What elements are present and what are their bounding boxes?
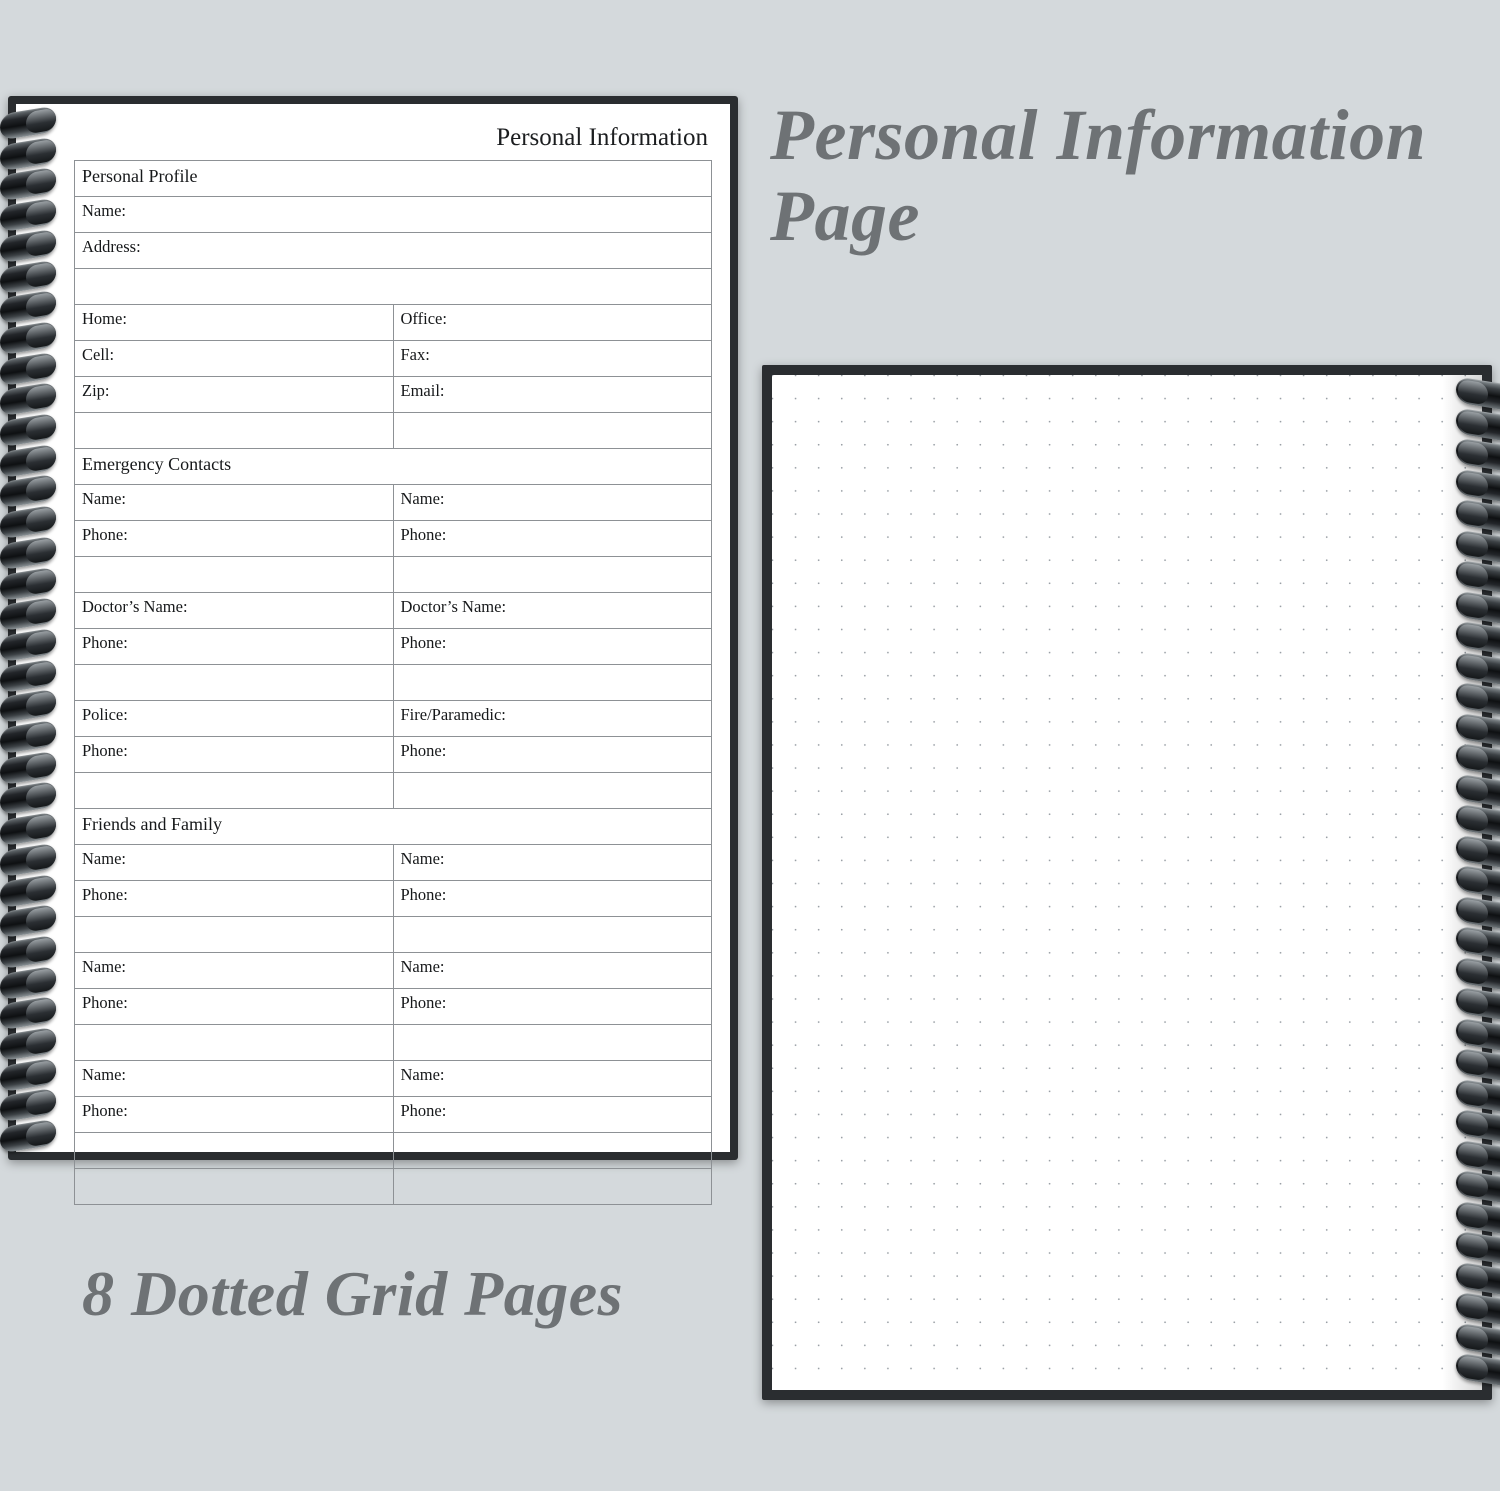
personal-information-form — [74, 124, 712, 1136]
section-heading-emergency-contacts: Emergency Contacts — [75, 449, 712, 485]
field-emergency-phone-right[interactable]: Phone: — [393, 521, 712, 557]
table-row — [75, 593, 712, 629]
dotted-grid-page — [772, 375, 1482, 1390]
table-row — [75, 629, 712, 665]
field-friend-phone-right[interactable]: Phone: — [393, 881, 712, 917]
field-blank-left[interactable] — [75, 1133, 394, 1169]
dotted-grid-notebook — [762, 365, 1492, 1400]
field-police-phone[interactable]: Phone: — [75, 737, 394, 773]
field-friend-name-right[interactable]: Name: — [393, 1061, 712, 1097]
table-row — [75, 701, 712, 737]
field-friend-phone-left[interactable]: Phone: — [75, 881, 394, 917]
field-cell[interactable]: Cell: — [75, 341, 394, 377]
field-blank-right[interactable] — [393, 557, 712, 593]
field-doctor-phone-right[interactable]: Phone: — [393, 629, 712, 665]
section-heading-friends-and-family: Friends and Family — [75, 809, 712, 845]
field-friend-phone-left[interactable]: Phone: — [75, 1097, 394, 1133]
personal-information-table — [74, 160, 712, 1205]
table-row — [75, 521, 712, 557]
field-blank-left[interactable] — [75, 557, 394, 593]
table-row — [75, 845, 712, 881]
field-blank-left[interactable] — [75, 1169, 394, 1205]
field-home[interactable]: Home: — [75, 305, 394, 341]
field-blank-right[interactable] — [393, 1025, 712, 1061]
field-blank-right[interactable] — [393, 773, 712, 809]
field-blank-right[interactable] — [393, 413, 712, 449]
table-row — [75, 485, 712, 521]
field-friend-name-right[interactable]: Name: — [393, 845, 712, 881]
field-friend-phone-left[interactable]: Phone: — [75, 989, 394, 1025]
field-emergency-name-left[interactable]: Name: — [75, 485, 394, 521]
table-row — [75, 557, 712, 593]
field-emergency-phone-left[interactable]: Phone: — [75, 521, 394, 557]
field-friend-name-left[interactable]: Name: — [75, 845, 394, 881]
table-row — [75, 1133, 712, 1169]
table-row — [75, 1061, 712, 1097]
field-blank-left[interactable] — [75, 1025, 394, 1061]
field-friend-phone-right[interactable]: Phone: — [393, 1097, 712, 1133]
table-row — [75, 809, 712, 845]
table-row — [75, 449, 712, 485]
field-name[interactable]: Name: — [75, 197, 712, 233]
field-emergency-name-right[interactable]: Name: — [393, 485, 712, 521]
headline-dotted-grid-pages: 8 Dotted Grid Pages — [82, 1258, 623, 1329]
table-row — [75, 773, 712, 809]
table-row — [75, 1025, 712, 1061]
field-email[interactable]: Email: — [393, 377, 712, 413]
field-fax[interactable]: Fax: — [393, 341, 712, 377]
field-address-line2[interactable] — [75, 269, 712, 305]
table-row — [75, 953, 712, 989]
table-row — [75, 737, 712, 773]
notebook-page-left — [16, 104, 730, 1152]
field-office[interactable]: Office: — [393, 305, 712, 341]
field-doctor-name-left[interactable]: Doctor’s Name: — [75, 593, 394, 629]
table-row — [75, 341, 712, 377]
table-row — [75, 269, 712, 305]
field-blank-right[interactable] — [393, 665, 712, 701]
table-row — [75, 989, 712, 1025]
field-address[interactable]: Address: — [75, 233, 712, 269]
table-row — [75, 917, 712, 953]
field-friend-name-right[interactable]: Name: — [393, 953, 712, 989]
table-row — [75, 1169, 712, 1205]
section-heading-personal-profile: Personal Profile — [75, 161, 712, 197]
field-doctor-name-right[interactable]: Doctor’s Name: — [393, 593, 712, 629]
field-doctor-phone-left[interactable]: Phone: — [75, 629, 394, 665]
table-row — [75, 197, 712, 233]
table-row — [75, 881, 712, 917]
field-blank-left[interactable] — [75, 665, 394, 701]
field-friend-name-left[interactable]: Name: — [75, 953, 394, 989]
field-blank-right[interactable] — [393, 1169, 712, 1205]
field-blank-left[interactable] — [75, 917, 394, 953]
field-friend-name-left[interactable]: Name: — [75, 1061, 394, 1097]
table-row — [75, 305, 712, 341]
field-friend-phone-right[interactable]: Phone: — [393, 989, 712, 1025]
field-police[interactable]: Police: — [75, 701, 394, 737]
field-blank-right[interactable] — [393, 1133, 712, 1169]
personal-information-notebook — [8, 96, 738, 1160]
page-title: Personal Information — [496, 124, 708, 151]
field-zip[interactable]: Zip: — [75, 377, 394, 413]
table-row — [75, 233, 712, 269]
table-row — [75, 413, 712, 449]
field-fire-phone[interactable]: Phone: — [393, 737, 712, 773]
field-blank-left[interactable] — [75, 773, 394, 809]
table-row — [75, 1097, 712, 1133]
table-row — [75, 161, 712, 197]
table-row — [75, 665, 712, 701]
field-blank-left[interactable] — [75, 413, 394, 449]
headline-personal-information-page: Personal Information Page — [770, 95, 1427, 256]
table-row — [75, 377, 712, 413]
field-fire-paramedic[interactable]: Fire/Paramedic: — [393, 701, 712, 737]
field-blank-right[interactable] — [393, 917, 712, 953]
